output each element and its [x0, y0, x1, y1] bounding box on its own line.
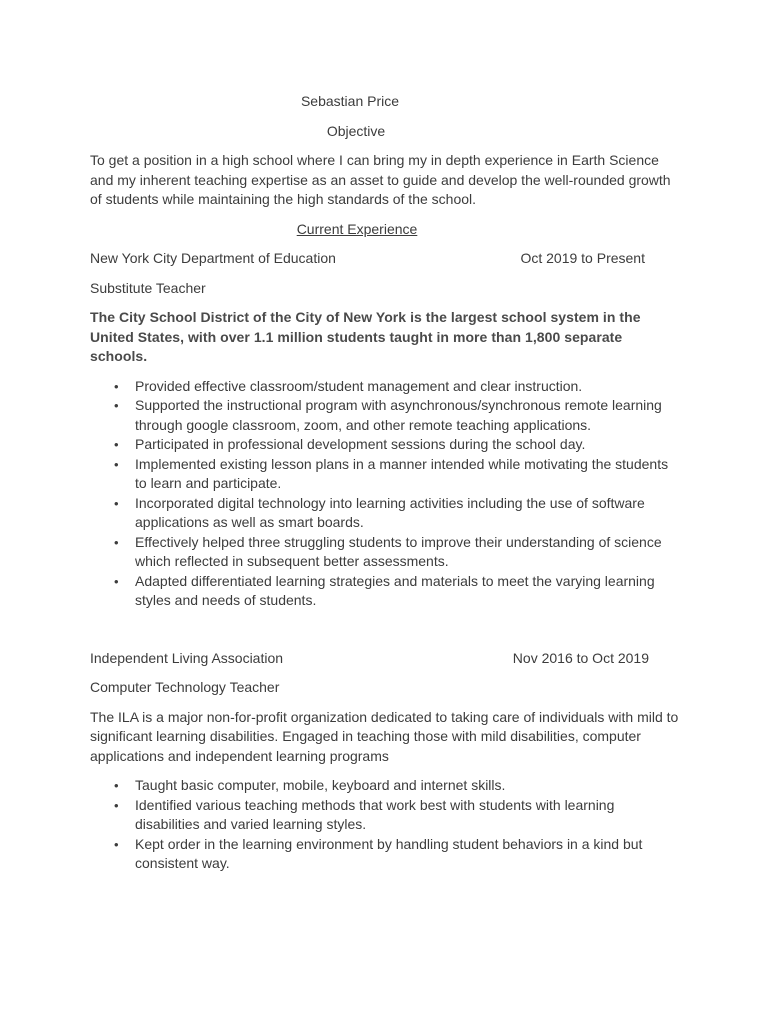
- bullet-icon: •: [114, 836, 119, 852]
- bullet-icon: •: [114, 534, 119, 550]
- bullet-text: Participated in professional development sessions during the school day.: [135, 436, 586, 452]
- bullet-item: [90, 533, 680, 572]
- job-header-1: [90, 249, 680, 269]
- bullet-icon: •: [114, 398, 119, 413]
- job-section-2: [90, 649, 680, 874]
- job-section-1: [90, 249, 680, 611]
- bullet-item: [90, 796, 680, 835]
- bullet-icon: •: [114, 456, 119, 472]
- bullet-text: Implemented existing lesson plans in a manner intended while motivating the students to learn and participate.: [135, 455, 669, 491]
- bullet-item: [90, 572, 680, 611]
- bullet-icon: •: [114, 495, 119, 511]
- bullet-item: [90, 455, 680, 494]
- job-header-2: [90, 649, 680, 669]
- bullet-icon: •: [114, 778, 119, 793]
- job-bullets-1: [90, 377, 680, 611]
- bullet-item: [90, 835, 680, 874]
- bullet-icon: •: [114, 573, 119, 589]
- bullet-icon: •: [114, 378, 119, 394]
- bullet-item: [90, 776, 680, 796]
- bullet-text: Incorporated digital technology into learning activities including the use of software applications as well as smart boards.: [135, 494, 645, 530]
- bullet-text: Supported the instructional program with asynchronous/synchronous remote learning through google classroom, zoom, and other remote teaching applications.: [135, 397, 662, 433]
- job-title: Substitute Teacher: [90, 279, 206, 296]
- job-bullets-2: [90, 776, 680, 874]
- objective-heading: Objective: [326, 122, 386, 139]
- current-experience-heading: Current Experience: [296, 220, 418, 237]
- bullet-item: [90, 494, 680, 533]
- bullet-item: [90, 396, 680, 435]
- bullet-text: Kept order in the learning environment by handling student behaviors in a kind but consistent way.: [135, 835, 643, 871]
- job-title: Computer Technology Teacher: [90, 679, 280, 695]
- bullet-icon: •: [114, 437, 119, 452]
- job-description: The City School District of the City of New York is the largest school system in the United States, with over 1.1 million students taught in more than 1,800 separate schools.: [90, 309, 641, 364]
- candidate-name: Sebastian Price: [300, 93, 400, 109]
- bullet-icon: •: [114, 797, 119, 813]
- bullet-item: [90, 435, 680, 455]
- employment-dates: Nov 2016 to Oct 2019: [512, 649, 649, 666]
- resume-page: [90, 92, 680, 874]
- employment-dates: Oct 2019 to Present: [520, 250, 645, 266]
- bullet-text: Effectively helped three struggling students to improve their understanding of science which reflected in subsequent better assessments.: [135, 533, 662, 569]
- bullet-text: Provided effective classroom/student management and clear instruction.: [135, 377, 583, 394]
- job-description: The ILA is a major non-for-profit organization dedicated to taking care of individuals with mild to significant learning disabilities. Engaged in teaching those with mild disabilities, computer applications and independent learning programs: [90, 708, 679, 764]
- employer-name: Independent Living Association: [90, 649, 284, 666]
- bullet-item: [90, 377, 680, 397]
- bullet-text: Taught basic computer, mobile, keyboard and internet skills.: [135, 777, 506, 793]
- objective-text: To get a position in a high school where I can bring my in depth experience in Earth Science and my inherent teaching expertise as an asset to guide and develop the well-rounded growth of students while maintaining the high standards of the school.: [90, 152, 671, 207]
- bullet-text: Adapted differentiated learning strategies and materials to meet the varying learning styles and needs of students.: [135, 572, 655, 608]
- bullet-text: Identified various teaching methods that work best with students with learning disabilities and varied learning styles.: [135, 796, 615, 832]
- employer-name: New York City Department of Education: [90, 250, 336, 266]
